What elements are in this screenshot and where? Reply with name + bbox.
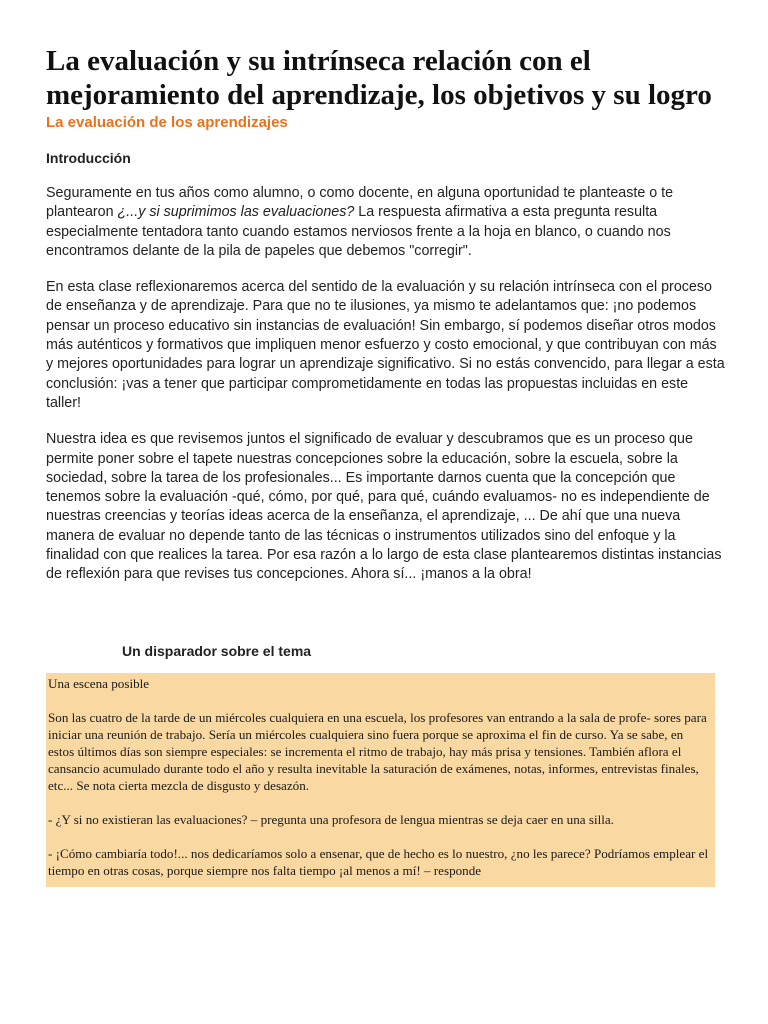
intro-paragraph-1-end: La respuesta afirmativa a esta pregunta resulta especialmente tentadora tanto cuando estamos nerviosos frente a la hoja en blanco, o cuando nos encontramos delante de la pila de papeles que debemos "corregir". <box>46 204 671 259</box>
intro-paragraph-1-question: ¿...y si suprimimos las evaluaciones? <box>117 204 355 221</box>
intro-paragraph-3: Nuestra idea es que revisemos juntos el significado de evaluar y descubramos que es un proceso que permite poner sobre el tapete nuestras concepciones sobre la educación, sobre la escuela, sobre la sociedad, sobre la tarea de los profesionales... Es importante darnos cuenta que la concepción que tenemos sobre la evaluación -qué, cómo, por qué, para qué, cuándo evaluamos- no es independiente de nuestras creencias y teorías ideas acerca de la enseñanza, el aprendizaje, ... De ahí que una nueva manera de evaluar no depende tanto de las técnicas o instrumentos utilizados sino del enfoque y la finalidad con que realices la tarea. Por esa razón a lo largo de esta clase plantearemos distintas instancias de reflexión para que revises tus concepciones. Ahora sí... ¡manos a la obra! <box>46 431 722 583</box>
section-heading-introduccion: Introducción <box>46 150 131 166</box>
document-title: La evaluación y su intrínseca relación con el mejoramiento del aprendizaje, los objetivos y su logro <box>46 45 712 111</box>
intro-paragraph-1-start: Seguramente en tus años como alumno, o como docente, en alguna oportunidad te planteaste o te plantearon <box>46 185 674 221</box>
trigger-heading: Un disparador sobre el tema <box>122 642 312 659</box>
intro-paragraph-2: En esta clase reflexionaremos acerca del sentido de la evaluación y su relación intrínseca con el proceso de enseñanza y de aprendizaje. Para que no te ilusiones, ya mismo te adelantamos que: ¡no podemos pensar un proceso educativo sin instancias de evaluación! Sin embargo, sí podemos diseñar otros modos más auténticos y formativos que impliquen menor esfuerzo y costo emocional, y que contribuyan con más y mejores oportunidades para lograr un aprendizaje significativo. Si no estás convencido, para llegar a esta conclusión: ¡vas a tener que participar comprometidamente en todas las propuestas incluidas en este taller! <box>46 279 725 411</box>
intro-paragraph-1 <box>46 184 726 261</box>
scene-heading: Una escena posible <box>48 675 150 691</box>
scene-paragraph-1: Son las cuatro de la tarde de un miércoles cualquiera en una escuela, los profesores van entrando a la sala de profe- sores para iniciar una reunión de trabajo. Sería un miércoles cualquiera sino fuera porque se aproxima el fin de curso. Ya se sabe, en estos últimos días son siempre especiales: se incrementa el ritmo de trabajo, hay más prisa y tensiones. También aflora el cansancio acumulado durante todo el año y resulta inevitable la saturación de exámenes, notas, informes, entrevistas finales, etc... Se nota cierta mezcla de disgusto y desazón. <box>48 709 707 793</box>
scene-box <box>46 673 715 887</box>
scene-paragraph-3: - ¡Cómo cambiaría todo!... nos dedicaríamos solo a ensenar, que de hecho es lo nuestro, ¿no les parece? Podríamos emplear el tiempo en otras cosas, porque siempre nos falta tiempo ¡al menos a mí! – responde <box>48 845 709 878</box>
document-page <box>46 44 726 887</box>
scene-paragraph-2: - ¿Y si no existieran las evaluaciones? – pregunta una profesora de lengua mientras se deja caer en una silla. <box>48 811 614 827</box>
document-subtitle: La evaluación de los aprendizajes <box>46 114 288 131</box>
